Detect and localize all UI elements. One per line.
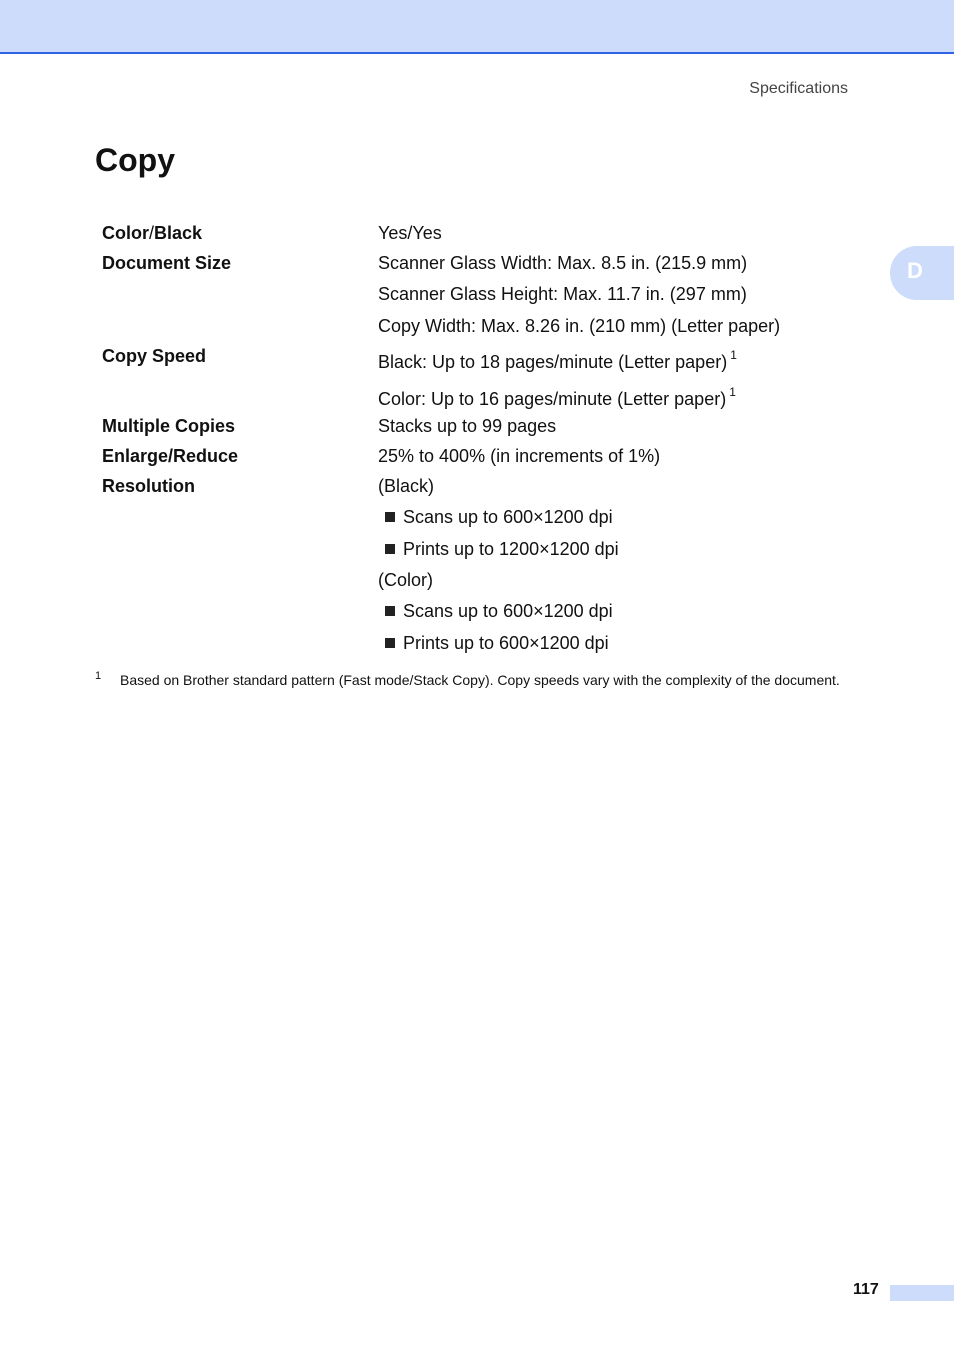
spec-value-scanner-height: Scanner Glass Height: Max. 11.7 in. (297 mm) [378,284,747,304]
spec-label-resolution: Resolution [102,476,195,496]
bullet-square-icon [385,512,395,522]
resolution-item-text: Scans up to 600×1200 dpi [403,601,613,621]
top-header-band [0,0,954,54]
list-item [0,507,954,533]
spec-value-multiple-copies: Stacks up to 99 pages [378,416,557,436]
bullet-square-icon [385,606,395,616]
bullet-square-icon [385,544,395,554]
spec-row-multiple-copies [0,416,954,442]
spec-label-multiple-copies: Multiple Copies [102,416,236,436]
spec-row-copy-speed-color [0,387,954,413]
bullet-square-icon [385,638,395,648]
spec-row-document-size-2 [0,284,954,310]
resolution-black-heading: (Black) [378,476,435,496]
spec-row-document-size-3 [0,316,954,342]
footnote-ref[interactable]: 1 [730,348,737,362]
spec-value-scanner-width: Scanner Glass Width: Max. 8.5 in. (215.9 mm) [378,253,748,273]
spec-row-copy-speed-black [0,350,954,376]
list-item [0,539,954,565]
spec-value-copy-width: Copy Width: Max. 8.26 in. (210 mm) (Letter paper) [378,316,781,336]
page-title: Copy [95,142,175,178]
resolution-color-heading: (Color) [378,570,434,590]
spec-label-copy-speed: Copy Speed [102,346,207,366]
chapter-tab-letter: D [907,258,923,283]
page-number: 117 [853,1281,879,1298]
resolution-item-text: Prints up to 600×1200 dpi [403,633,609,653]
spec-label-enlarge-reduce: Enlarge/Reduce [102,446,239,466]
spec-row-resolution-color [0,570,954,596]
resolution-item-text: Prints up to 1200×1200 dpi [403,539,619,559]
footnote-ref[interactable]: 1 [729,385,736,399]
resolution-item-text: Scans up to 600×1200 dpi [403,507,613,527]
spec-label-document-size: Document Size [102,253,232,273]
spec-value-copy-speed-color: Color: Up to 16 pages/minute (Letter paper) $^1$ [378,385,736,409]
spec-label-color-black: Color/Black [102,223,203,243]
spec-value-color-black: Yes/Yes [378,223,442,243]
spec-value-enlarge-reduce: 25% to 400% (in increments of 1%) [378,446,661,466]
page-number-tab [890,1285,954,1301]
spec-row-document-size [0,253,954,279]
list-item [0,633,954,659]
list-item [0,601,954,627]
spec-value-copy-speed-black: Black: Up to 18 pages/minute (Letter paper) $^1$ [378,348,737,372]
running-header: Specifications [749,80,848,97]
spec-row-color-black [0,223,954,249]
footnote-text: Based on Brother standard pattern (Fast mode/Stack Copy). Copy speeds vary with the complexity of the document. [120,672,840,688]
spec-row-resolution [0,476,954,502]
footnote-number: 1 [95,670,102,682]
spec-row-enlarge-reduce [0,446,954,472]
